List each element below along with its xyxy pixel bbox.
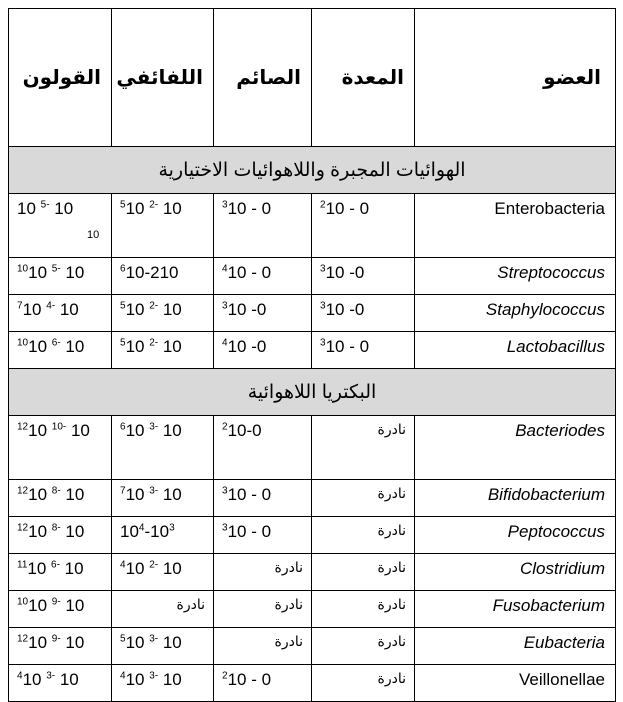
colon-value: $^{11}$10 $^{6-}$ 10: [9, 554, 112, 591]
bacteria-distribution-table: [8, 8, 616, 702]
ileum-value: $^5$10 $^{2-}$ 10: [112, 194, 214, 258]
stomach-rare: نادرة: [312, 628, 415, 665]
header-row: [9, 9, 616, 147]
header-organ: العضو: [415, 9, 616, 147]
colon-value: $^{10}$10 $^{6-}$ 10: [9, 332, 112, 369]
table-row: [9, 416, 616, 480]
colon-value: $^{10}$10 $^{5-}$ 10: [9, 258, 112, 295]
table-row: [9, 295, 616, 332]
header-colon: القولون: [9, 9, 112, 147]
stomach-rare: نادرة: [312, 517, 415, 554]
ileum-value: $^5$10 $^{2-}$ 10: [112, 332, 214, 369]
jejunum-rare: نادرة: [214, 591, 312, 628]
jejunum-value: $^3$10 - 0: [214, 480, 312, 517]
organism-name: Lactobacillus: [415, 332, 616, 369]
ileum-value: $^6$10 $^{3-}$ 10: [112, 416, 214, 480]
ileum-value: $^5$10 $^{3-}$ 10: [112, 628, 214, 665]
table-row: [9, 194, 616, 258]
stomach-rare: نادرة: [312, 416, 415, 480]
stomach-rare: نادرة: [312, 591, 415, 628]
header-jejunum: الصائم: [214, 9, 312, 147]
organism-name: Veillonellae: [415, 665, 616, 702]
organism-name: Bifidobacterium: [415, 480, 616, 517]
jejunum-rare: نادرة: [214, 554, 312, 591]
stomach-value: $^2$10 - 0: [312, 194, 415, 258]
table-row: [9, 665, 616, 702]
table-row: [9, 591, 616, 628]
ileum-rare: نادرة: [112, 591, 214, 628]
table-row: [9, 554, 616, 591]
organism-name: Fusobacterium: [415, 591, 616, 628]
stomach-rare: نادرة: [312, 480, 415, 517]
organism-name: Eubacteria: [415, 628, 616, 665]
colon-value: $^{12}$10 $^{9-}$ 10: [9, 628, 112, 665]
colon-value: $^{12}$10 $^{8-}$ 10: [9, 517, 112, 554]
table-row: [9, 258, 616, 295]
section-row-aerobic: [9, 147, 616, 194]
stomach-value: $^3$10 - 0: [312, 332, 415, 369]
section-row-anaerobic: [9, 369, 616, 416]
table-row: [9, 480, 616, 517]
table-row: [9, 332, 616, 369]
table-body: [9, 147, 616, 702]
header-ileum: اللفائفي: [112, 9, 214, 147]
organism-name: Bacteriodes: [415, 416, 616, 480]
colon-value: $^7$10 $^{4-}$ 10: [9, 295, 112, 332]
jejunum-value: $^3$10 - 0: [214, 194, 312, 258]
organism-name: Clostridium: [415, 554, 616, 591]
section-title: الهوائيات المجبرة واللاهوائيات الاختيارية: [9, 147, 616, 194]
ileum-value: $^5$10 $^{2-}$ 10: [112, 295, 214, 332]
jejunum-value: $^3$10 -0: [214, 295, 312, 332]
jejunum-value: $^3$10 - 0: [214, 517, 312, 554]
stomach-rare: نادرة: [312, 554, 415, 591]
organism-name: Streptococcus: [415, 258, 616, 295]
jejunum-rare: نادرة: [214, 628, 312, 665]
colon-value: $^{10}$10 $^{9-}$ 10: [9, 591, 112, 628]
jejunum-value: $^4$10 - 0: [214, 258, 312, 295]
ileum-value: $^4$10 $^{2-}$ 10: [112, 554, 214, 591]
header-stomach: المعدة: [312, 9, 415, 147]
colon-value: $^{12}$10 $^{10-}$ 10: [9, 416, 112, 480]
organism-name: Enterobacteria: [415, 194, 616, 258]
colon-value: 10 $^{5-}$ 10 10: [9, 194, 112, 258]
stomach-value: $^3$10 -0: [312, 258, 415, 295]
jejunum-value: $^4$10 -0: [214, 332, 312, 369]
colon-value: $^{12}$10 $^{8-}$ 10: [9, 480, 112, 517]
organism-name: Peptococcus: [415, 517, 616, 554]
ileum-value: $^4$10 $^{3-}$ 10: [112, 665, 214, 702]
ileum-value: $^7$10 $^{3-}$ 10: [112, 480, 214, 517]
stomach-rare: نادرة: [312, 665, 415, 702]
table-row: [9, 628, 616, 665]
jejunum-value: $^2$10 - 0: [214, 665, 312, 702]
stomach-value: $^3$10 -0: [312, 295, 415, 332]
jejunum-value: $^2$10-0: [214, 416, 312, 480]
table-row: [9, 517, 616, 554]
ileum-value: $^6$10-210: [112, 258, 214, 295]
ileum-value: $10^4-10^3$: [112, 517, 214, 554]
colon-value: $^4$10 $^{3-}$ 10: [9, 665, 112, 702]
section-title: البكتريا اللاهوائية: [9, 369, 616, 416]
organism-name: Staphylococcus: [415, 295, 616, 332]
